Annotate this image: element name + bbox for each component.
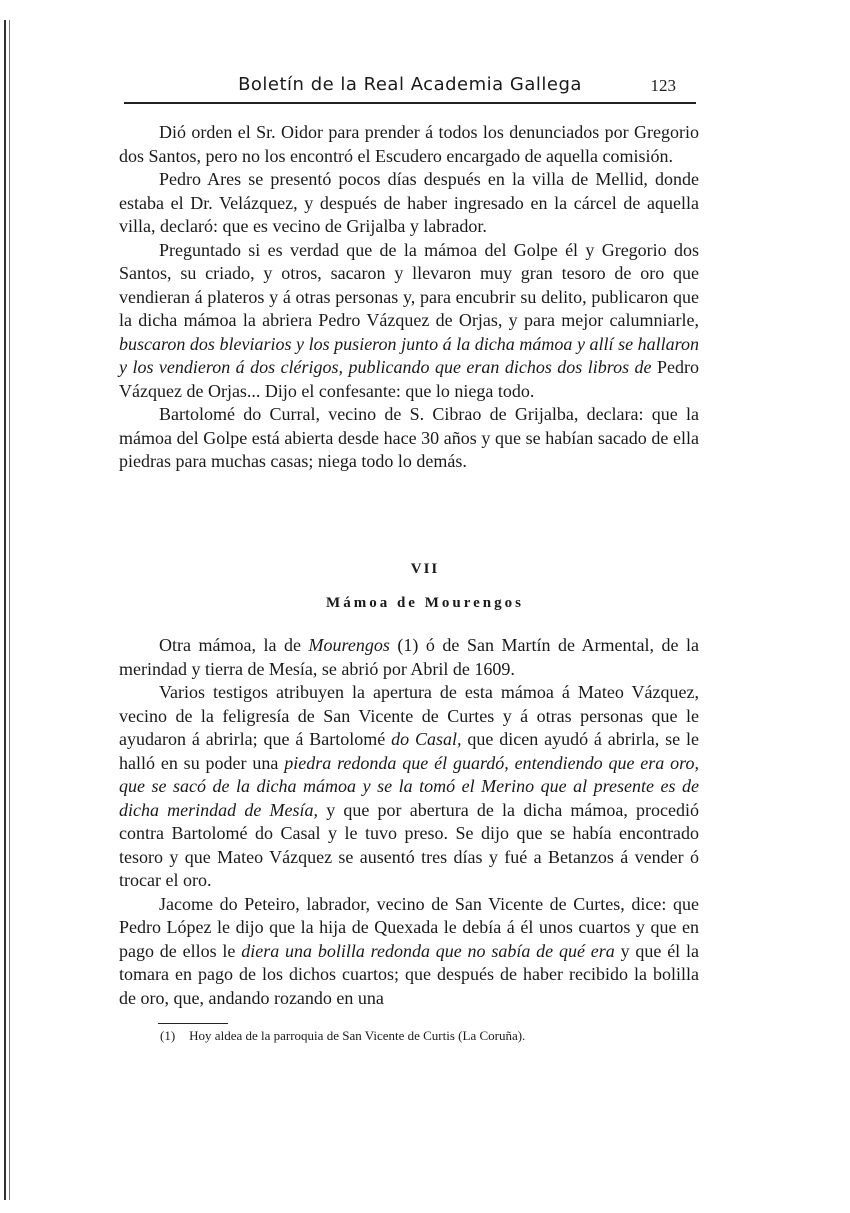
paragraph: [119, 634, 699, 681]
paragraph: [119, 681, 699, 893]
footnote-mark: (1): [160, 1028, 176, 1043]
paragraph-text: Otra mámoa, la de: [159, 635, 309, 655]
paragraph: [119, 239, 699, 404]
paragraph-text: Pedro Vázquez de Orjas... Dijo el confesante: que lo niega todo.: [119, 357, 699, 401]
running-header: [124, 72, 696, 104]
page-number: 123: [650, 76, 676, 95]
italic-quote: buscaron dos bleviarios y los pusieron junto á la dicha mámoa y allí se hallaron y los vendieron á dos clérigos, publicando que eran dichos dos libros de: [119, 333, 699, 377]
paragraph-text: que dicen ayudó á abrirla, se le halló en su poder una: [119, 729, 699, 773]
paragraph-text: (1) ó de San Martín de Armental, de la merindad y tierra de Mesía, se abrió por Abril de 1609.: [119, 635, 699, 679]
section-number: VII: [410, 561, 440, 577]
body-text-section-1: [119, 121, 699, 474]
paragraph: Bartolomé do Curral, vecino de S. Cibrao de Grijalba, declara: que la mámoa del Golpe está abierta desde hace 30 años y que se habían sacado de ella piedras para muchas casas; niega todo lo demás.: [119, 404, 699, 471]
journal-title: Boletín de la Real Academia Gallega: [238, 74, 582, 95]
body-text-section-2: [119, 634, 699, 1010]
paragraph-text: y que él la tomara en pago de los dichos cuartos; que después de haber recibido la bolilla de oro, que, andando rozando en una: [119, 940, 699, 1008]
italic-quote: diera una bolilla redonda que no sabía de qué era: [241, 940, 615, 961]
italic-place-name: Mourengos: [308, 635, 390, 655]
footnote-divider: [158, 1023, 228, 1024]
paragraph: [119, 893, 699, 1011]
paragraph: Pedro Ares se presentó pocos días después en la villa de Mellid, donde estaba el Dr. Velázquez, y después de haber ingresado en la cárcel de aquella villa, declaró: que es vecino de Grijalba y labrador.: [119, 169, 699, 236]
paragraph-text: Varios testigos atribuyen la apertura de esta mámoa á Mateo Vázquez, vecino de la feligresía de San Vicente de Curtes y á otras personas que le ayudaron á abrirla; que á Bartolomé: [119, 682, 699, 749]
paragraph-text: Preguntado si es verdad que de la mámoa del Golpe él y Gregorio dos Santos, su criado, y otros, sacaron y llevaron muy gran tesoro de oro que vendieran á plateros y á otras personas y, para encubrir su delito, publicaron que la dicha mámoa la abriera Pedro Vázquez de Orjas, y para mejor calumniarle,: [119, 239, 699, 330]
paragraph: Dió orden el Sr. Oidor para prender á todos los denunciados por Gregorio dos Santos, pero no los encontró el Escudero encargado de aquella comisión.: [119, 122, 699, 166]
paragraph-text: y que por abertura de la dicha mámoa, procedió contra Bartolomé do Casal y le tuvo preso. Se dijo que se había encontrado tesoro y que Mateo Vázquez se ausentó tres días y fué a Betanzos á vender ó trocar el oro.: [119, 799, 699, 890]
footnote: [160, 1028, 700, 1044]
italic-name: do Casal,: [391, 729, 462, 749]
italic-quote: piedra redonda que él guardó, entendiendo que era oro, que se sacó de la dicha mámoa y se la tomó el Merino que al presente es de dicha merindad de Mesía,: [119, 752, 699, 820]
footnote-text: Hoy aldea de la parroquia de San Vicente de Curtis (La Coruña).: [189, 1028, 526, 1043]
section-title: Mámoa de Mourengos: [326, 595, 524, 611]
paragraph-text: Jacome do Peteiro, labrador, vecino de San Vicente de Curtes, dice: que Pedro López le dijo que la hija de Quexada le debía á él unos cuartos y que en pago de ellos le: [119, 893, 699, 961]
